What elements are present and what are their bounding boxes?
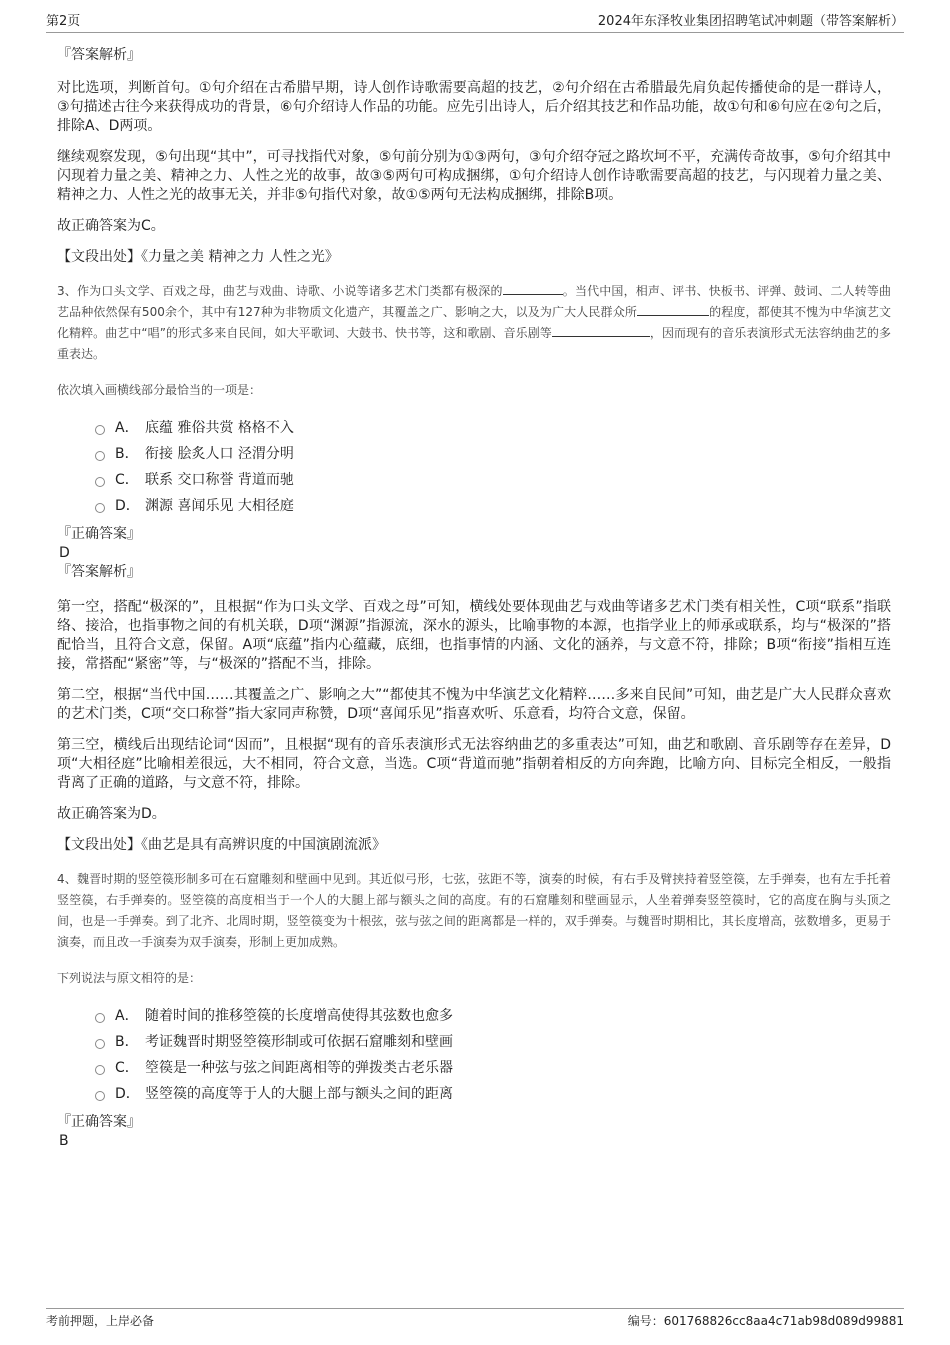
analysis-conclusion: 故正确答案为C。 (57, 218, 165, 234)
page-number: 第2页 (46, 14, 81, 29)
analysis-conclusion: 故正确答案为D。 (57, 806, 166, 822)
radio-icon[interactable] (95, 425, 105, 435)
analysis-paragraph: 对比选项，判断首句。①句介绍在古希腊早期，诗人创作诗歌需要高超的技艺，②句介绍在古希腊最先肩负起传播使命的是一群诗人，③句描述古往今来获得成功的背景，⑥句介绍诗人作品的功能。应先引出诗人，后介绍其技艺和作品功能，故①句和⑥句应在②句之后，排除A、D两项。 (57, 80, 891, 134)
radio-icon[interactable] (95, 503, 105, 513)
correct-answer: B (59, 1133, 69, 1149)
option-list (95, 1003, 891, 1107)
page-header (46, 14, 904, 33)
analysis-paragraph: 继续观察发现，⑤句出现“其中”，可寻找指代对象，⑤句前分别为①③两句，③句介绍夺冠之路坎坷不平，充满传奇故事，⑤句介绍其中闪现着力量之美、精神之力、人性之光的故事，故③⑤两句可构成捆绑，①句介绍诗人创作诗歌需要高超的技艺，与闪现着力量之美、精神之力、人性之光的故事无关，并非⑤句指代对象，故①⑤两句无法构成捆绑，排除B项。 (57, 149, 891, 203)
page-footer (46, 1308, 904, 1333)
analysis-paragraph: 第二空，根据“当代中国……其覆盖之广、影响之大”“都使其不愧为中华演艺文化精粹……多来自民间”可知，曲艺是广大人民群众喜欢的艺术门类，C项“交口称誉”指大家同声称赞，D项“喜闻乐见”指喜欢听、乐意看，均符合文意，保留。 (57, 687, 891, 722)
option-c[interactable]: C． 箜篌是一种弦与弦之间距离相等的弹拨类古老乐器 (95, 1055, 891, 1081)
fill-blank (637, 303, 709, 316)
fill-blank (614, 324, 650, 337)
source-citation: 【文段出处】《力量之美 精神之力 人性之光》 (57, 249, 339, 265)
radio-icon[interactable] (95, 1013, 105, 1023)
option-a[interactable]: A． 底蕴 雅俗共赏 格格不入 (95, 415, 891, 441)
page-content (57, 46, 891, 1151)
footer-slogan: 考前押题，上岸必备 (46, 1314, 155, 1328)
analysis-paragraph: 第一空，搭配“极深的”，且根据“作为口头文学、百戏之母”可知，横线处要体现曲艺与戏曲等诸多艺术门类有相关性，C项“联系”指联络、接洽，也指事物之间的有机关联，D项“渊源”指源流，深水的源头，比喻事物的本源，也指学业上的师承或联系，均与“极深的”搭配恰当，且符合文意，保留。A项“底蕴”指内心蕴藏，底细，也指事情的内涵、文化的涵养，与文意不符，排除；B项“衔接”指相互连接，常搭配“紧密”等，与“极深的”搭配不当，排除。 (57, 599, 891, 672)
question-prompt: 依次填入画横线部分最恰当的一项是： (57, 383, 262, 397)
correct-answer-heading: 『正确答案』 (57, 1114, 141, 1130)
correct-answer: D (59, 545, 70, 561)
question-3-text: 3、作为口头文学、百戏之母，曲艺与戏曲、诗歌、小说等诸多艺术门类都有极深的 。当代中国，相声、评书、快板书、评弹、鼓词、二人转等曲艺品种依然保有500余个，其中有127种为非物质文化遗产，其覆盖之广、影响之大，以及为广大人民群众所 的程度，都使其不愧为中华演艺文化精粹。曲艺中“唱”的形式多来自民间，如大平歌词、大鼓书、快书等，这和歌剧、音乐剧等 ，因而现有的音乐表演形式无法容纳曲艺的多重表达。 (57, 284, 891, 361)
radio-icon[interactable] (95, 1091, 105, 1101)
option-c[interactable]: C． 联系 交口称誉 背道而驰 (95, 467, 891, 493)
option-list (95, 415, 891, 519)
fill-blank (503, 282, 563, 295)
source-citation: 【文段出处】《曲艺是具有高辨识度的中国演剧流派》 (57, 837, 386, 853)
option-b[interactable]: B． 考证魏晋时期竖箜篌形制或可依据石窟雕刻和壁画 (95, 1029, 891, 1055)
question-4-text: 4、魏晋时期的竖箜篌形制多可在石窟雕刻和壁画中见到。其近似弓形，七弦，弦距不等，演奏的时候，有右手及臂挟持着竖箜篌，左手弹奏，也有左手托着竖箜篌，右手弹奏的。竖箜篌的高度相当于一个人的大腿上部与额头之间的高度。有的石窟雕刻和壁画显示，人坐着弹奏竖箜篌时，它的高度在胸与头顶之间，也是一手弹奏。到了北齐、北周时期，竖箜篌变为十根弦，弦与弦之间的距离都是一样的，双手弹奏。与魏晋时期相比，其长度增高，弦数增多，更易于演奏，而且改一手演奏为双手演奏，形制上更加成熟。 (57, 872, 891, 949)
option-a[interactable]: A． 随着时间的推移箜篌的长度增高使得其弦数也愈多 (95, 1003, 891, 1029)
correct-answer-heading: 『正确答案』 (57, 526, 141, 542)
option-b[interactable]: B． 衔接 脍炙人口 泾渭分明 (95, 441, 891, 467)
option-d[interactable]: D． 竖箜篌的高度等于人的大腿上部与额头之间的距离 (95, 1081, 891, 1107)
analysis-heading: 『答案解析』 (57, 564, 141, 580)
document-title: 2024年东泽牧业集团招聘笔试冲刺题（带答案解析） (597, 14, 904, 29)
radio-icon[interactable] (95, 451, 105, 461)
option-d[interactable]: D． 渊源 喜闻乐见 大相径庭 (95, 493, 891, 519)
radio-icon[interactable] (95, 477, 105, 487)
analysis-paragraph: 第三空，横线后出现结论词“因而”，且根据“现有的音乐表演形式无法容纳曲艺的多重表达”可知，曲艺和歌剧、音乐剧等存在差异，D项“大相径庭”比喻相差很远，大不相同，符合文意，当选。C项“背道而驰”指朝着相反的方向奔跑，比喻方向、目标完全相反，一般指背离了正确的道路，与文意不符，排除。 (57, 737, 891, 791)
fill-blank (552, 324, 614, 337)
document-code: 编号：601768826cc8aa4c71ab98d089d99881 (627, 1314, 904, 1328)
analysis-heading: 『答案解析』 (57, 47, 141, 63)
radio-icon[interactable] (95, 1065, 105, 1075)
question-prompt: 下列说法与原文相符的是： (57, 971, 202, 985)
radio-icon[interactable] (95, 1039, 105, 1049)
